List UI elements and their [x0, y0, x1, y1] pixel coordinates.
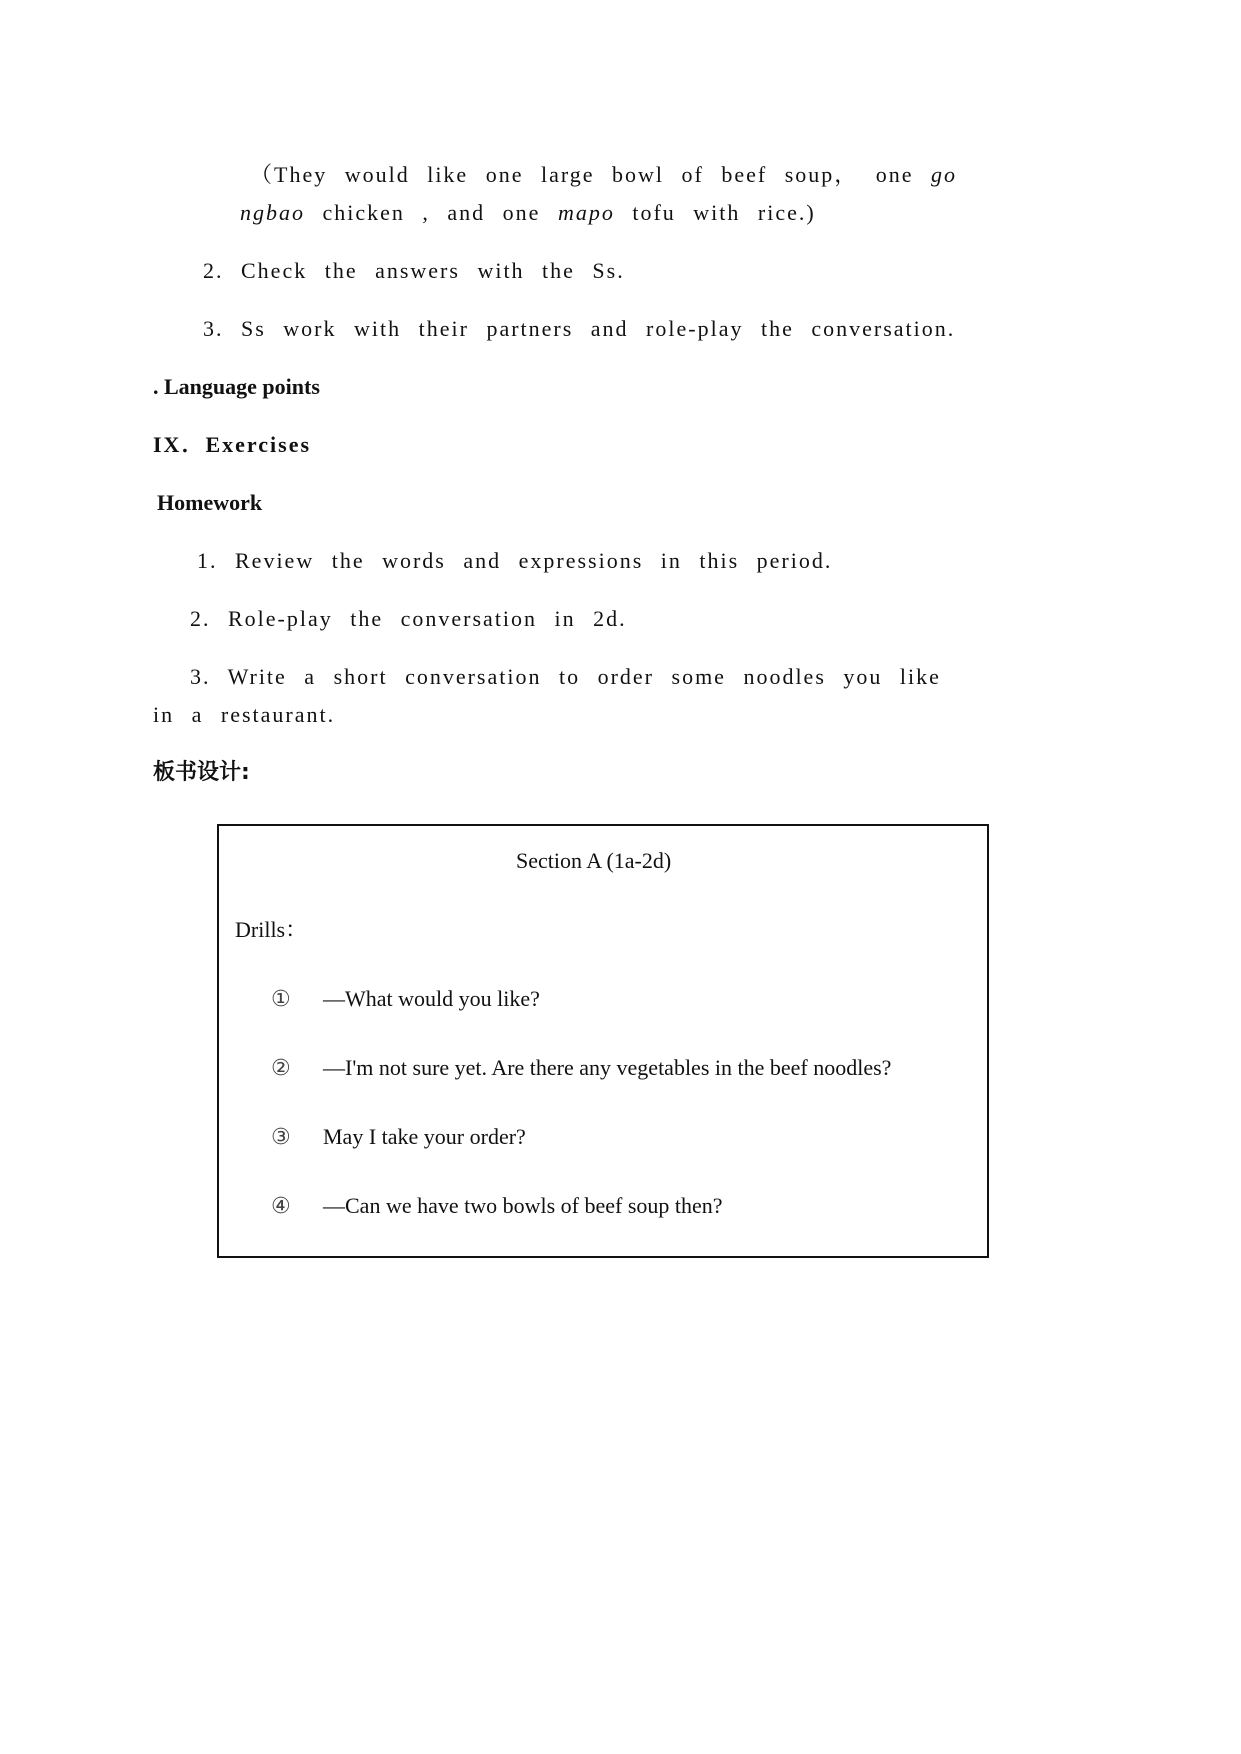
- heading-exercises: IX．Exercises: [153, 432, 312, 457]
- drill-item-3: [271, 1122, 526, 1153]
- homework-item-2: 2. Role-play the conversation in 2d.: [190, 606, 627, 631]
- step-check-answers: 2. Check the answers with the Ss.: [203, 258, 625, 283]
- drill-text-1: —What would you like?: [323, 986, 540, 1011]
- drill-item-1: [271, 984, 540, 1015]
- answer-line-2-end: tofu with rice.): [614, 200, 816, 225]
- step-role-play: 3. Ss work with their partners and role-play the conversation.: [203, 316, 956, 341]
- drill-number-2: ②: [271, 1056, 291, 1081]
- homework-item-1: 1. Review the words and expressions in this period.: [197, 548, 833, 573]
- drill-text-3: May I take your order?: [323, 1124, 526, 1149]
- answer-line-2: [240, 198, 816, 228]
- heading-board-design: 板书设计:: [153, 760, 250, 785]
- answer-line-2-text: chicken , and one: [305, 200, 558, 225]
- drill-number-1: ①: [271, 987, 291, 1012]
- dish-name-gongbao: ngbao: [240, 200, 305, 225]
- homework-item-3-continued: in a restaurant.: [153, 702, 336, 727]
- answer-line-1-text: （They would like one large bowl of beef soup， one: [250, 162, 932, 187]
- heading-homework: Homework: [157, 490, 263, 515]
- drill-text-2: —I'm not sure yet. Are there any vegetables in the beef noodles?: [323, 1055, 892, 1080]
- heading-language-points: . Language points: [153, 374, 320, 399]
- dish-name-mapo: mapo: [557, 200, 615, 225]
- drill-number-4: ④: [271, 1194, 291, 1219]
- drill-number-3: ③: [271, 1125, 291, 1150]
- homework-item-3: 3. Write a short conversation to order some noodles you like: [190, 664, 941, 689]
- drill-item-4: [271, 1191, 723, 1222]
- drill-item-2: [271, 1053, 891, 1084]
- drills-label: Drills：: [235, 917, 308, 942]
- answer-line-1-italic: go: [931, 162, 958, 187]
- answer-line-1: [250, 160, 957, 190]
- drill-text-4: —Can we have two bowls of beef soup then?: [323, 1193, 723, 1218]
- board-design-box: [217, 824, 989, 1258]
- board-title: Section A (1a-2d): [516, 848, 672, 873]
